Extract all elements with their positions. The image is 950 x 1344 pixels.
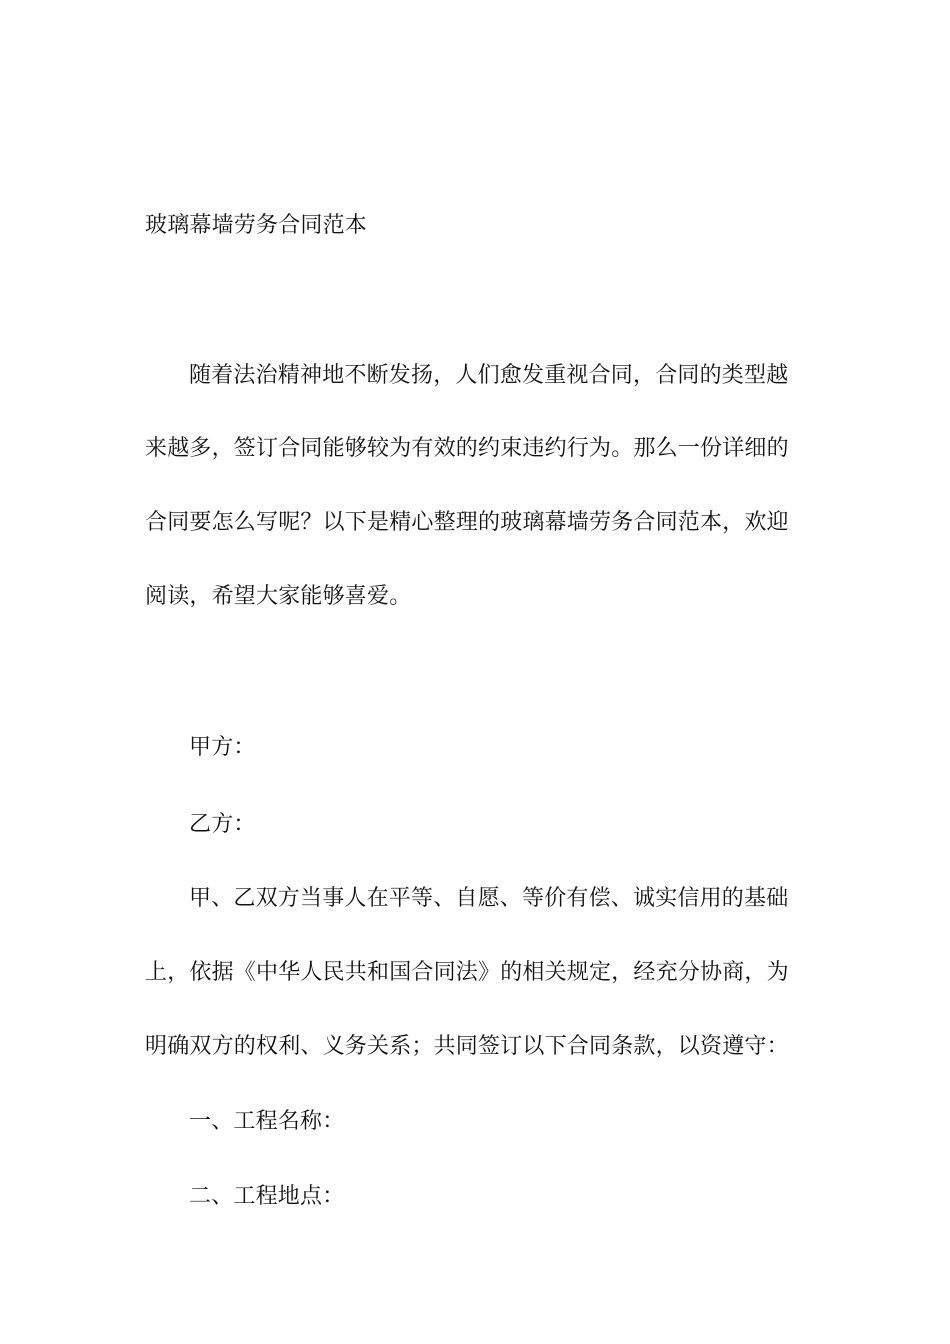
agreement-line-2: 上，依据《中华人民共和国合同法》的相关规定，经充分协商，为 bbox=[145, 960, 789, 985]
document-title: 玻璃幕墙劳务合同范本 bbox=[145, 213, 368, 238]
agreement-line-1: 甲、乙双方当事人在平等、自愿、等价有偿、诚实信用的基础 bbox=[189, 886, 789, 911]
clause-project-name: 一、工程名称： bbox=[189, 1109, 345, 1134]
intro-line-2: 来越多，签订合同能够较为有效的约束违约行为。那么一份详细的 bbox=[145, 436, 789, 461]
party-a-label: 甲方： bbox=[189, 735, 256, 760]
intro-line-3: 合同要怎么写呢？以下是精心整理的玻璃幕墙劳务合同范本，欢迎 bbox=[145, 510, 789, 535]
intro-line-1: 随着法治精神地不断发扬，人们愈发重视合同，合同的类型越 bbox=[189, 363, 789, 388]
agreement-line-3: 明确双方的权利、义务关系；共同签订以下合同条款，以资遵守： bbox=[145, 1034, 789, 1059]
clause-project-location: 二、工程地点： bbox=[189, 1184, 345, 1209]
party-b-label: 乙方： bbox=[189, 812, 256, 837]
intro-line-4: 阅读，希望大家能够喜爱。 bbox=[145, 584, 412, 609]
